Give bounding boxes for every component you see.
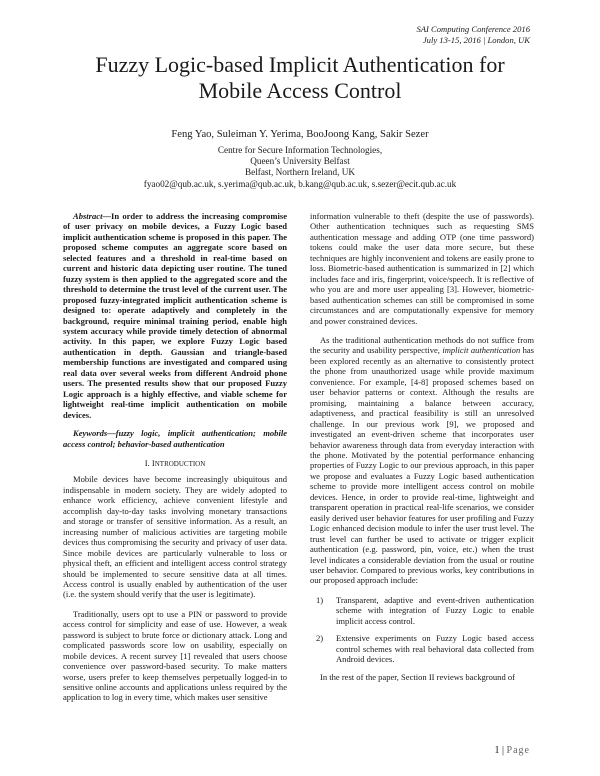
footer-separator: | — [499, 745, 507, 756]
page-label: Page — [506, 745, 530, 756]
right-paragraph-1: information vulnerable to theft (despite the use of passwords). Other authentication techniques such as requesting SMS authentication message and adding OTP (one time password) tokens could make the user data more secure, but these techniques are highly inconvenient and tokens are easily prone to loss. Biometric-based authentication is summarized in [2] which includes face and iris, fingerprint, voice/speech. It is reflective of who you are and more user appealing [3]. However, biometric-based authentication schemes can still be compromised in some circumstances and are computationally expensive for memory and power constrained devices. — [310, 211, 534, 326]
list-item-text: Transparent, adaptive and event-driven authentication scheme with integration of Fuzzy Logic to enable implicit access control. — [336, 594, 534, 626]
right-column — [310, 211, 534, 682]
keywords: Keywords—fuzzy logic, implicit authentication; mobile access control; behavior-based authentication — [63, 428, 287, 449]
affiliation — [90, 145, 510, 190]
contributions-list — [310, 595, 534, 665]
right-paragraph-3: In the rest of the paper, Section II reviews background of — [320, 671, 515, 682]
right-paragraph-2: As the traditional authentication methods do not suffice from the security and usability perspective, implicit authentication has been explored recently as an alternative to consistently protect the phone from unauthorized usage while provide maximum convenience. For example, [4-8] proposed schemes based on user behavior patterns or context. Although the results are promising, maintaining a balance between accuracy, adaptiveness, and practical feasibility is still an unresolved challenge. In our previous work [9], we proposed and investigated an event-driven scheme that incorporates user behavior awareness through data from everyday interaction with the phone. Motivated by the potential performance enhancing properties of Fuzzy Logic to our previous approach, in this paper we propose and evaluates a Fuzzy Logic based authentication scheme to provide more intelligent access control on mobile devices. Hence, in order to provide real-time, lightweight and transparent operation in practical real-life scenarios, we consider easily derived user behavior features for user profiling and Fuzzy Logic enhanced decision module to infer the user trust level. The trust level can further be used to activate or trigger explicit authentication (e.g. password, pin, voice, etc.) when the trust level indicates a considerable deviation from the usual or routine user behavior. Compared to previous works, key contributions in our proposed approach include: — [310, 334, 535, 586]
list-item-number: 2) — [316, 633, 324, 644]
list-item-number: 1) — [316, 594, 324, 605]
list-item — [310, 595, 534, 626]
affiliation-line: Queen’s University Belfast — [250, 156, 350, 167]
page-number: 1 — [494, 745, 500, 756]
implicit-authentication-term: implicit authentication — [442, 345, 521, 356]
abstract-text: —In order to address the increasing compromise of user privacy on mobile devices, a Fuzzy Logic based implicit authentication scheme is proposed in this paper. The proposed scheme computes an aggregate score based on selected features and a threshold in real-time based on current and historic data depicting user routine. The tuned fuzzy system is then applied to the aggregated score and the threshold to determine the trust level of the current user. The proposed fuzzy-integrated implicit authentication scheme is designed to: operate adaptively and completely in the background, require minimal training period, enable high system accuracy while provide timely detection of abnormal activity. In this paper, we explore Fuzzy Logic based authentication in depth. Gaussian and triangle-based membership functions are investigated and compared using real data over several weeks from different Android phone users. The presented results show that our proposed Fuzzy Logic approach is a highly effective, and viable scheme for lightweight real-time implicit authentication on mobile devices. — [63, 211, 287, 420]
conference-name: SAI Computing Conference 2016 — [416, 24, 530, 34]
conference-header — [270, 24, 530, 45]
abstract-label: Abstract — [73, 211, 103, 221]
conference-dates: July 13-15, 2016 | London, UK — [422, 34, 530, 45]
abstract — [63, 211, 287, 420]
intro-paragraph-2: Traditionally, users opt to use a PIN or password to provide access control for simplicity and ease of use. However, a weak password is subject to brute force or dictionary attack. Long and complicated passwords score low on usability, especially on mobile devices. A recent survey [1] revealed that users choose convenience over password-based security. To make matters worse, users prefer to keep themselves perpetually logged-in to sensitive online accounts and applications unless required by the application to log in every time, which makes user sensitive — [63, 608, 287, 703]
title-line-2: Mobile Access Control — [198, 78, 402, 103]
section-heading-introduction: I. INTRODUCTION — [144, 457, 206, 468]
intro-paragraph-1: Mobile devices have become increasingly ubiquitous and indispensable in modern society. They are widely adopted to enhance work efficiency, achieve convenient lifestyle and accomplish day-to-day tasks involving monetary transactions and storage or transfer of sensitive information. As a result, an increasing number of malicious activities are targeting mobile devices thus compromising the security and privacy of user data. Since mobile devices are particularly vulnerable to loss or physical theft, an efficient and intelligent access control strategy should be implemented to secure sensitive data at all times. Access control is usually enabled by authentication of the user (i.e. the system should verify that the user is legitimate). — [63, 474, 287, 600]
list-item — [310, 633, 534, 664]
left-column — [63, 211, 287, 703]
page-footer — [495, 745, 530, 756]
authors: Feng Yao, Suleiman Y. Yerima, BooJoong Kang, Sakir Sezer — [171, 129, 429, 140]
list-item-text: Extensive experiments on Fuzzy Logic based access control schemes with real behavioral data collected from Android devices. — [336, 633, 534, 665]
author-emails: fyao02@qub.ac.uk, s.yerima@qub.ac.uk, b.kang@qub.ac.uk, s.sezer@ecit.qub.ac.uk — [143, 178, 457, 189]
paper-title — [60, 52, 540, 104]
title-line-1: Fuzzy Logic-based Implicit Authentication for — [95, 52, 505, 77]
affiliation-line: Centre for Secure Information Technologies, — [217, 145, 383, 155]
affiliation-line: Belfast, Northern Ireland, UK — [245, 167, 355, 178]
